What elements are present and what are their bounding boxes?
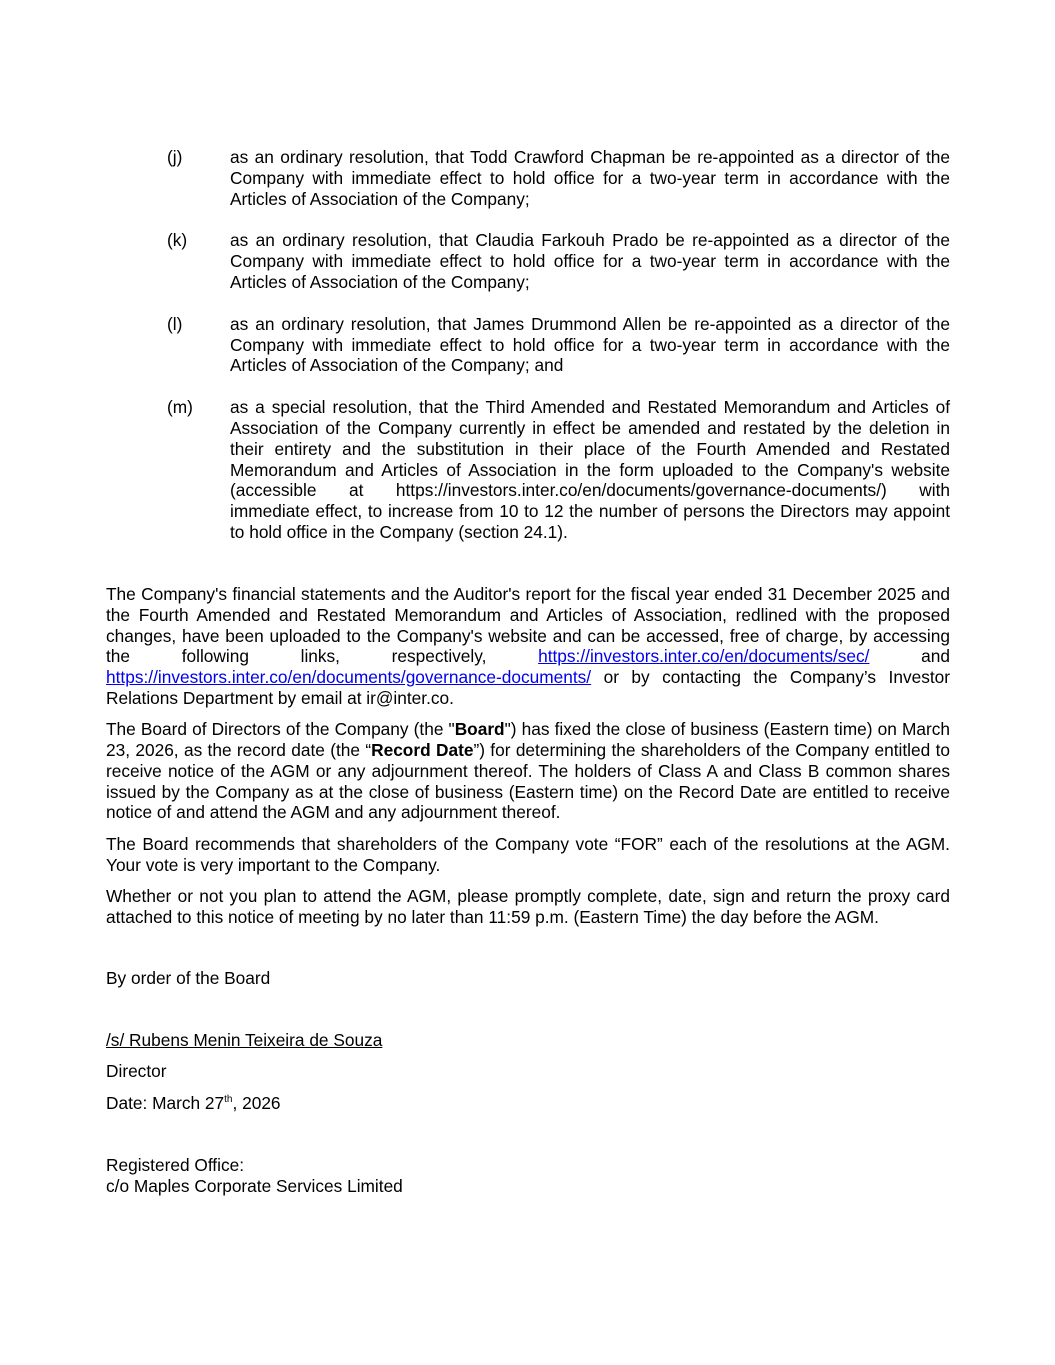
resolution-label: (l) bbox=[167, 313, 183, 334]
date-ordinal-suffix: th bbox=[224, 1094, 233, 1106]
record-date-text: ”) for determining the shareholders of the Company entitled to receive notice of the AGM or any adjournment thereof. The holders of Class A and Class B common shares issued by the Company as at the close of business (Eastern time) on the Record Date are entitled to receive notice of and attend the AGM and any adjournment thereof. bbox=[106, 740, 950, 823]
resolution-list bbox=[167, 147, 950, 564]
resolution-label: (k) bbox=[167, 230, 188, 251]
record-date-text: The Board of Directors of the Company (the " bbox=[106, 719, 455, 740]
signatory-title: Director bbox=[106, 1061, 167, 1081]
record-date-text: ") has fixed the close of business (Eastern time) on March 23, 2026, as the record date (the “ bbox=[106, 719, 950, 761]
resolution-item-k bbox=[167, 230, 950, 292]
signature: /s/ Rubens Menin Teixeira de Souza bbox=[106, 1030, 383, 1050]
financials-text: The Company's financial statements and the Auditor's report for the fiscal year ended 31 December 2025 and the Fourth Amended and Restated Memorandum and Articles of Association, redlined with the proposed changes, have been uploaded to the Company's website and can be accessed, free of charge, by accessing the following links, respectively, bbox=[106, 584, 950, 667]
resolution-label: (m) bbox=[167, 397, 193, 418]
resolution-text: as an ordinary resolution, that Todd Crawford Chapman be re-appointed as a director of the Company with immediate effect to hold office for a two-year term in accordance with the Articles of Association of the Company; bbox=[230, 147, 950, 209]
resolution-item-l bbox=[167, 314, 950, 376]
resolution-item-j bbox=[167, 147, 950, 209]
signature-date bbox=[106, 1093, 950, 1114]
date-year: , 2026 bbox=[232, 1093, 281, 1113]
financials-contact-text: or by contacting the Company’s Investor Relations Department by email at ir@inter.co. bbox=[106, 667, 950, 708]
record-date-defined-term: Record Date bbox=[371, 740, 474, 761]
recommendation-paragraph: The Board recommends that shareholders of the Company vote “FOR” each of the resolutions at the AGM. Your vote is very important to the Company. bbox=[106, 833, 950, 875]
by-order-line: By order of the Board bbox=[106, 968, 271, 988]
governance-documents-link[interactable]: https://investors.inter.co/en/documents/governance-documents/ bbox=[106, 667, 592, 688]
sec-documents-link[interactable]: https://investors.inter.co/en/documents/sec/ bbox=[538, 646, 870, 667]
financials-and-text: and bbox=[869, 646, 950, 667]
resolution-text: as a special resolution, that the Third Amended and Restated Memorandum and Articles of Association of the Company currently in effect be amended and restated by the deletion in their entirety and the substitution in their place of the Fourth Amended and Restated Memorandum and Articles of Association in the form uploaded to the Company's website (accessible at https://investors.inter.co/en/documents/governance-documents/) with immediate effect, to increase from 10 to 12 the number of persons the Directors may appoint to hold office in the Company (section 24.1). bbox=[230, 397, 950, 542]
proxy-paragraph: Whether or not you plan to attend the AGM, please promptly complete, date, sign and return the proxy card attached to this notice of meeting by no later than 11:59 p.m. (Eastern Time) the day before the AGM. bbox=[106, 885, 950, 927]
resolution-label: (j) bbox=[167, 147, 183, 167]
date-prefix: Date: March 27 bbox=[106, 1093, 225, 1113]
resolution-item-m bbox=[167, 397, 950, 543]
board-defined-term: Board bbox=[454, 719, 505, 740]
resolution-text: as an ordinary resolution, that Claudia Farkouh Prado be re-appointed as a director of the Company with immediate effect to hold office for a two-year term in accordance with the Articles of Association of the Company; bbox=[230, 230, 950, 292]
financial-statements-paragraph bbox=[106, 584, 950, 709]
registered-office-address: c/o Maples Corporate Services Limited bbox=[106, 1176, 403, 1196]
notice-body bbox=[106, 584, 950, 938]
resolution-text: as an ordinary resolution, that James Drummond Allen be re-appointed as a director of the Company with immediate effect to hold office for a two-year term in accordance with the Articles of Association of the Company; and bbox=[230, 313, 950, 376]
record-date-paragraph bbox=[106, 719, 950, 823]
registered-office-label: Registered Office: bbox=[106, 1155, 244, 1175]
signature-line bbox=[106, 1030, 950, 1051]
